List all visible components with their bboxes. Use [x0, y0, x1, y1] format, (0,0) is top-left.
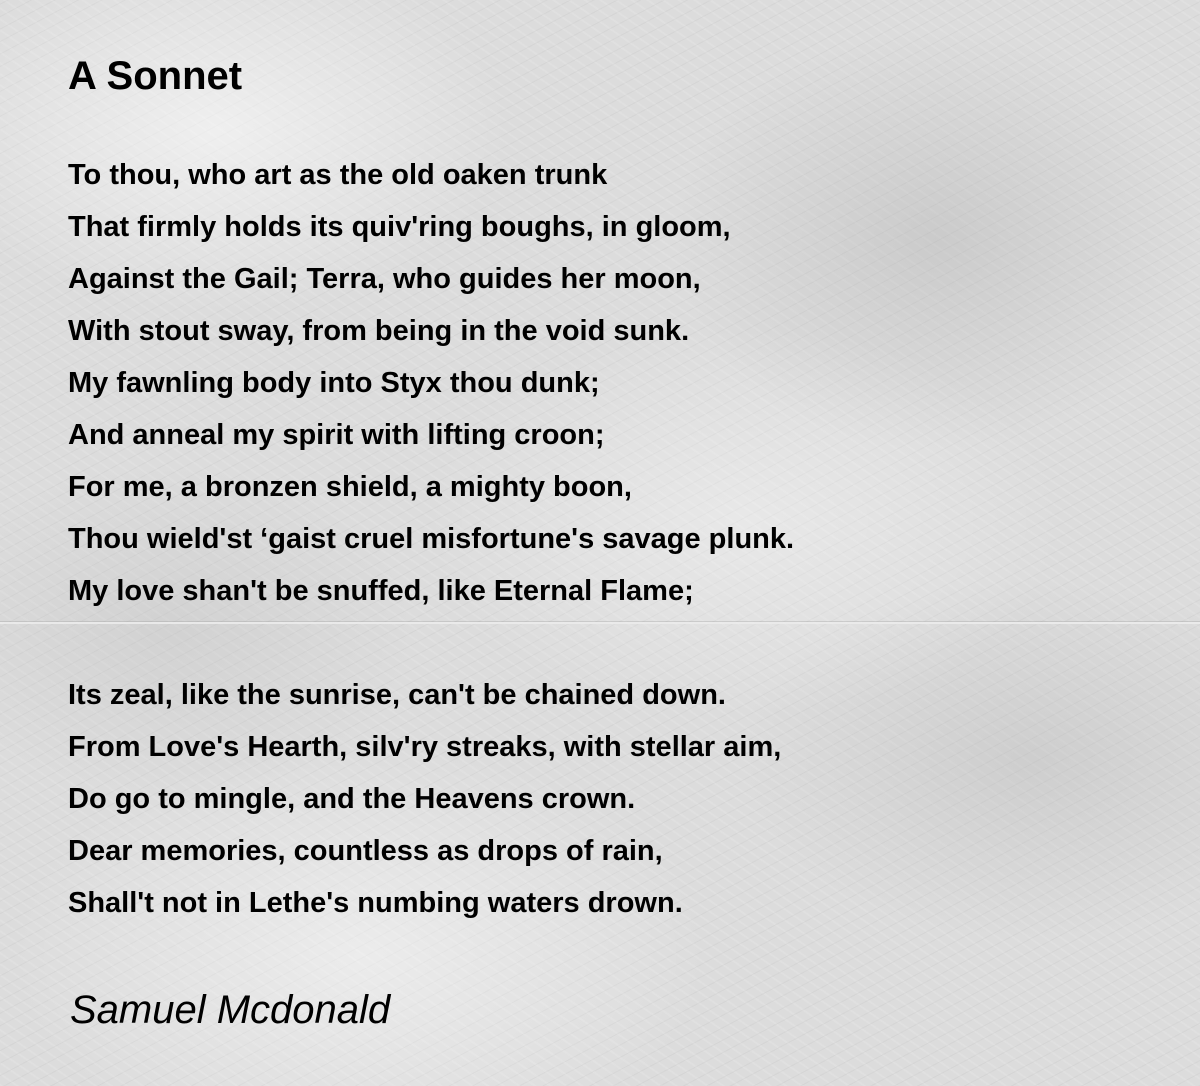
poem-title: A Sonnet — [68, 54, 243, 98]
poem-line: Shall't not in Lethe's numbing waters drown. — [68, 887, 683, 919]
poem-line: Against the Gail; Terra, who guides her moon, — [68, 263, 701, 295]
stanza-2 — [68, 669, 781, 929]
poem-line: With stout sway, from being in the void sunk. — [68, 315, 690, 347]
poem-line: And anneal my spirit with lifting croon; — [68, 419, 605, 451]
stanza-1 — [68, 149, 794, 617]
poem-author: Samuel Mcdonald — [70, 988, 391, 1032]
poem-line: Thou wield'st ‘gaist cruel misfortune's savage plunk. — [68, 523, 795, 555]
poem-line: My love shan't be snuffed, like Eternal Flame; — [68, 575, 694, 607]
image-seam — [0, 622, 1200, 624]
poem-line: My fawnling body into Styx thou dunk; — [68, 367, 600, 399]
poem-line: That firmly holds its quiv'ring boughs, in gloom, — [68, 211, 731, 243]
poem-line: Dear memories, countless as drops of rain, — [68, 835, 663, 867]
poem-line: For me, a bronzen shield, a mighty boon, — [68, 471, 632, 503]
poem-line: Do go to mingle, and the Heavens crown. — [68, 783, 636, 815]
poem-line: To thou, who art as the old oaken trunk — [68, 159, 608, 191]
poem-line: From Love's Hearth, silv'ry streaks, with stellar aim, — [68, 731, 782, 763]
poem-line: Its zeal, like the sunrise, can't be chained down. — [68, 679, 726, 711]
